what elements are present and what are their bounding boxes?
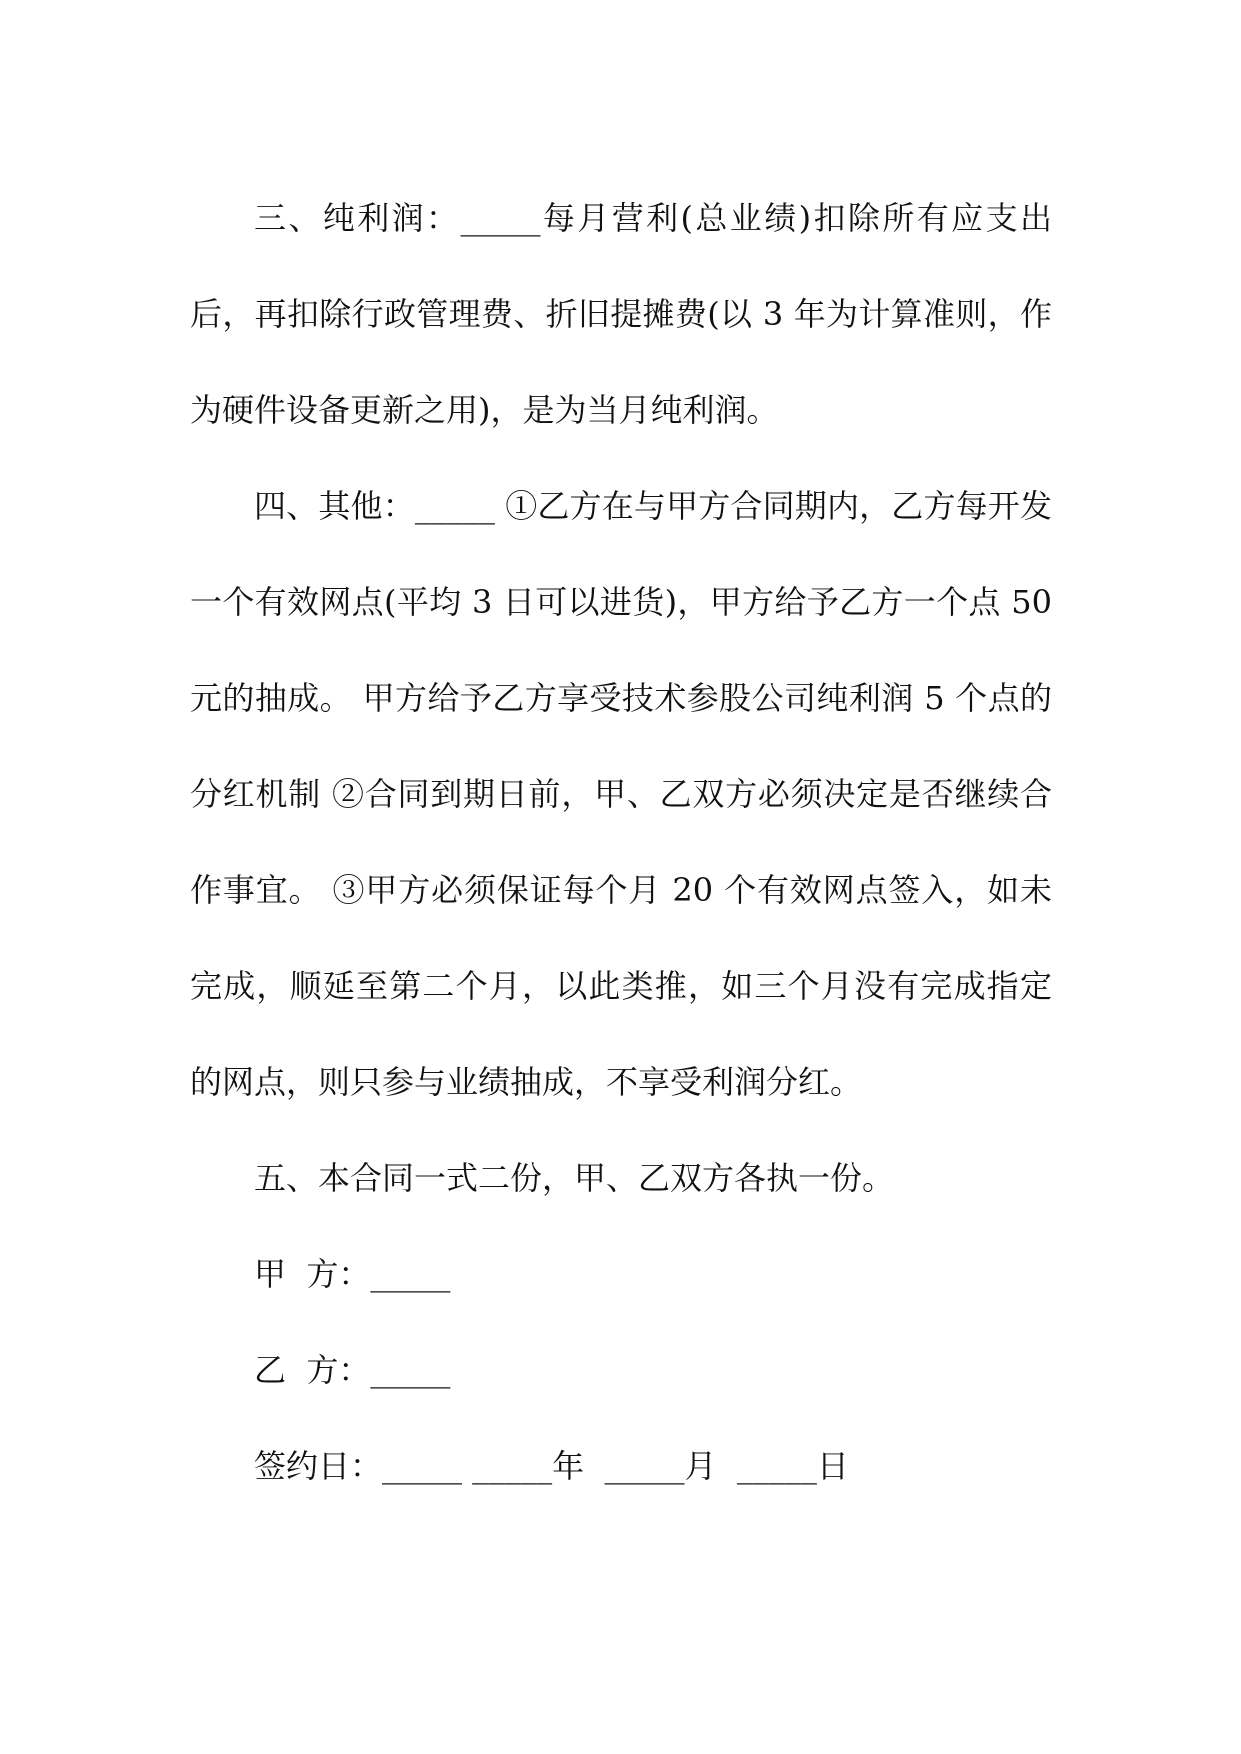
document-body — [190, 170, 1063, 1514]
party-a-signature-line: 甲 方：_____ — [254, 1255, 451, 1293]
signing-date-line: 签约日：_____ _____年 _____月 _____日 — [254, 1447, 849, 1485]
clause-other: 四、其他：_____ ①乙方在与甲方合同期内，乙方每开发一个有效网点(平均 3 日可以进货)，甲方给予乙方一个点 50 元的抽成。 甲方给予乙方享受技术参股公司纯利润 5 个点的分红机制 ②合同到期日前，甲、乙双方必须决定是否继续合作事宜。 ③甲方必须保证每个月 20 个有效网点签入，如未完成，顺延至第二个月，以此类推，如三个月没有完成指定的网点，则只参与业绩抽成，不享受利润分红。 — [190, 487, 1063, 1101]
party-b-signature-line: 乙 方：_____ — [254, 1351, 451, 1389]
clause-copies: 五、本合同一式二份，甲、乙双方各执一份。 — [254, 1159, 895, 1197]
clause-net-profit: 三、纯利润：_____每月营利(总业绩)扣除所有应支出后，再扣除行政管理费、折旧提摊费(以 3 年为计算准则，作为硬件设备更新之用)，是为当月纯利润。 — [190, 199, 1052, 429]
